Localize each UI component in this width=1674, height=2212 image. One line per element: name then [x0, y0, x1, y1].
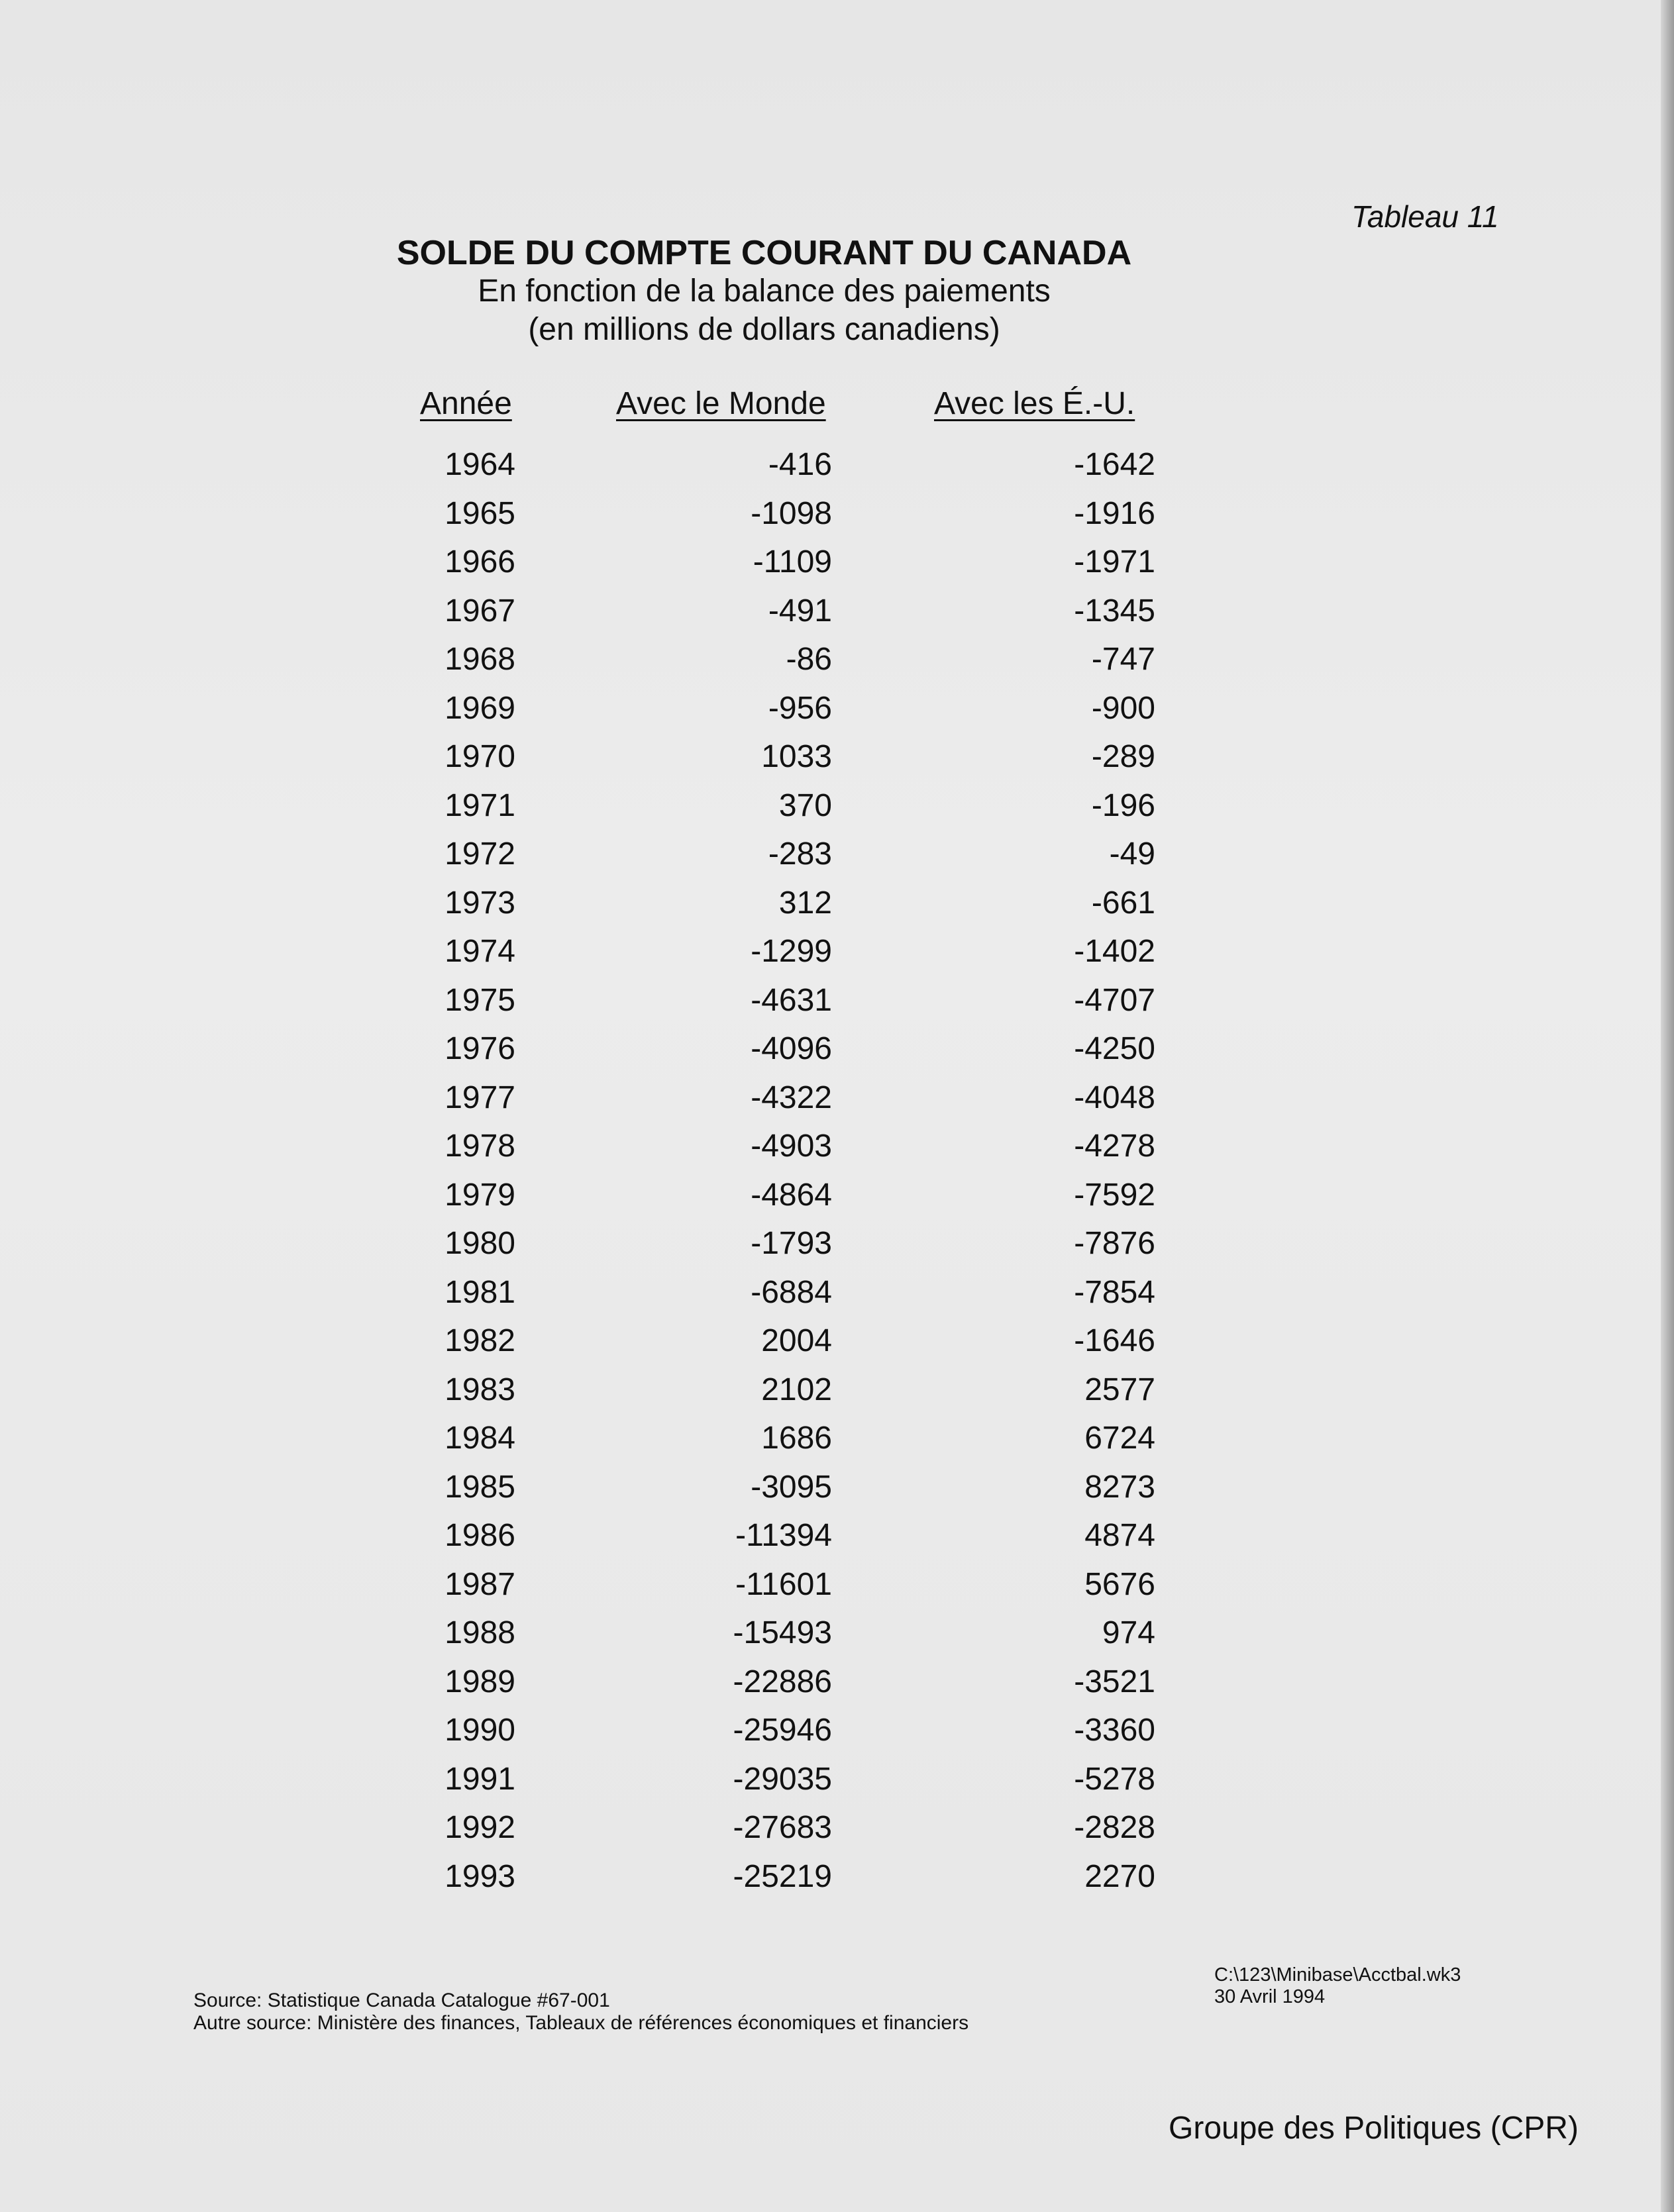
table-row — [397, 1122, 1155, 1171]
table-row — [397, 1560, 1155, 1609]
us-balance-cell: -1642 — [1074, 447, 1155, 482]
table-row — [397, 489, 1155, 538]
us-balance-cell: -289 — [1091, 739, 1155, 774]
table-row — [397, 830, 1155, 879]
world-balance-cell: 1033 — [761, 739, 832, 774]
world-balance-cell: -4322 — [751, 1080, 832, 1115]
us-balance-cell: -4048 — [1074, 1080, 1155, 1115]
unit-note: (en millions de dollars canadiens) — [528, 312, 1000, 347]
table-row — [397, 440, 1155, 489]
us-balance-cell: -3521 — [1074, 1664, 1155, 1699]
world-balance-cell: -11394 — [735, 1518, 832, 1553]
table-row — [397, 1511, 1155, 1560]
year-cell: 1976 — [445, 1031, 515, 1066]
year-cell: 1983 — [445, 1372, 515, 1407]
column-header-world: Avec le Monde — [616, 386, 826, 421]
world-balance-cell: -86 — [786, 642, 832, 677]
source-note — [193, 1989, 968, 2035]
file-path: C:\123\Minibase\Acctbal.wk3 — [1214, 1964, 1461, 1986]
table-row — [397, 635, 1155, 684]
source-line-primary: Source: Statistique Canada Catalogue #67-001 — [193, 1989, 610, 2011]
table-row — [397, 781, 1155, 830]
us-balance-cell: -7592 — [1074, 1177, 1155, 1213]
world-balance-cell: -11601 — [735, 1566, 832, 1602]
us-balance-cell: -1916 — [1074, 495, 1155, 531]
table-row — [397, 1706, 1155, 1755]
world-balance-cell: -1793 — [751, 1226, 832, 1261]
year-cell: 1972 — [445, 836, 515, 872]
year-cell: 1985 — [445, 1469, 515, 1505]
table-row — [397, 976, 1155, 1025]
world-balance-cell: -4096 — [751, 1031, 832, 1066]
us-balance-cell: -4250 — [1074, 1031, 1155, 1066]
table-row — [397, 1268, 1155, 1317]
table-row — [397, 1366, 1155, 1415]
table-row — [397, 879, 1155, 928]
year-cell: 1971 — [445, 787, 515, 823]
us-balance-cell: 8273 — [1084, 1469, 1155, 1505]
us-balance-cell: 974 — [1102, 1615, 1155, 1650]
us-balance-cell: -1345 — [1074, 593, 1155, 628]
us-balance-cell: -4278 — [1074, 1129, 1155, 1164]
table-row — [397, 1609, 1155, 1658]
world-balance-cell: -4903 — [751, 1129, 832, 1164]
year-cell: 1992 — [445, 1810, 515, 1845]
year-cell: 1964 — [445, 447, 515, 482]
us-balance-cell: -4707 — [1074, 982, 1155, 1018]
year-cell: 1977 — [445, 1080, 515, 1115]
table-row — [397, 1171, 1155, 1220]
year-cell: 1980 — [445, 1226, 515, 1261]
current-account-table — [397, 440, 1155, 1901]
source-line-secondary: Autre source: Ministère des finances, Tableaux de références économiques et financiers — [193, 2012, 969, 2034]
year-cell: 1986 — [445, 1518, 515, 1553]
table-row — [397, 1803, 1155, 1852]
table-row — [397, 587, 1155, 636]
us-balance-cell: -5278 — [1074, 1761, 1155, 1797]
table-row — [397, 1755, 1155, 1804]
file-date: 30 Avril 1994 — [1214, 1986, 1326, 2007]
world-balance-cell: -1098 — [751, 495, 832, 531]
us-balance-cell: 2270 — [1084, 1858, 1155, 1894]
us-balance-cell: -196 — [1091, 787, 1155, 823]
document-title: SOLDE DU COMPTE COURANT DU CANADA — [396, 234, 1132, 272]
world-balance-cell: -956 — [768, 690, 832, 726]
document-subtitle: En fonction de la balance des paiements — [478, 274, 1051, 309]
world-balance-cell: -4631 — [751, 982, 832, 1018]
year-cell: 1968 — [445, 642, 515, 677]
table-row — [397, 927, 1155, 976]
table-row — [397, 1074, 1155, 1123]
year-cell: 1993 — [445, 1858, 515, 1894]
table-row — [397, 1414, 1155, 1463]
table-row — [397, 1852, 1155, 1901]
table-body — [397, 440, 1155, 1901]
column-header-us: Avec les É.-U. — [934, 386, 1135, 421]
world-balance-cell: -416 — [768, 447, 832, 482]
world-balance-cell: -1299 — [751, 934, 832, 969]
world-balance-cell: -25219 — [733, 1858, 832, 1894]
footer-group-name: Groupe des Politiques (CPR) — [1169, 2111, 1579, 2146]
us-balance-cell: -2828 — [1074, 1810, 1155, 1845]
year-cell: 1966 — [445, 544, 515, 579]
world-balance-cell: -15493 — [733, 1615, 832, 1650]
table-row — [397, 538, 1155, 587]
world-balance-cell: -1109 — [753, 544, 832, 579]
year-cell: 1989 — [445, 1664, 515, 1699]
table-row — [397, 1317, 1155, 1366]
world-balance-cell: -283 — [768, 836, 832, 872]
year-cell: 1979 — [445, 1177, 515, 1213]
year-cell: 1970 — [445, 739, 515, 774]
us-balance-cell: 5676 — [1084, 1566, 1155, 1602]
world-balance-cell: -6884 — [751, 1274, 832, 1310]
us-balance-cell: 4874 — [1084, 1518, 1155, 1553]
year-cell: 1978 — [445, 1129, 515, 1164]
world-balance-cell: 312 — [778, 885, 832, 921]
world-balance-cell: 370 — [778, 787, 832, 823]
column-header-year: Année — [420, 386, 512, 421]
file-reference — [1214, 1964, 1461, 2008]
year-cell: 1981 — [445, 1274, 515, 1310]
us-balance-cell: -3360 — [1074, 1713, 1155, 1748]
table-row — [397, 1463, 1155, 1512]
table-row — [397, 1025, 1155, 1074]
world-balance-cell: -4864 — [751, 1177, 832, 1213]
table-row — [397, 684, 1155, 733]
world-balance-cell: -25946 — [733, 1713, 832, 1748]
us-balance-cell: 2577 — [1084, 1372, 1155, 1407]
year-cell: 1991 — [445, 1761, 515, 1797]
world-balance-cell: -22886 — [733, 1664, 832, 1699]
year-cell: 1974 — [445, 934, 515, 969]
year-cell: 1984 — [445, 1421, 515, 1456]
world-balance-cell: 2004 — [761, 1323, 832, 1358]
us-balance-cell: -7854 — [1074, 1274, 1155, 1310]
world-balance-cell: -3095 — [751, 1469, 832, 1505]
us-balance-cell: -661 — [1091, 885, 1155, 921]
world-balance-cell: 1686 — [761, 1421, 832, 1456]
us-balance-cell: -1646 — [1074, 1323, 1155, 1358]
world-balance-cell: 2102 — [761, 1372, 832, 1407]
year-cell: 1982 — [445, 1323, 515, 1358]
table-row — [397, 1658, 1155, 1707]
world-balance-cell: -491 — [768, 593, 832, 628]
us-balance-cell: -49 — [1109, 836, 1155, 872]
us-balance-cell: -900 — [1091, 690, 1155, 726]
world-balance-cell: -29035 — [733, 1761, 832, 1797]
year-cell: 1965 — [445, 495, 515, 531]
us-balance-cell: 6724 — [1084, 1421, 1155, 1456]
us-balance-cell: -7876 — [1074, 1226, 1155, 1261]
table-number-label: Tableau 11 — [1351, 199, 1499, 234]
us-balance-cell: -747 — [1091, 642, 1155, 677]
year-cell: 1969 — [445, 690, 515, 726]
us-balance-cell: -1402 — [1074, 934, 1155, 969]
year-cell: 1988 — [445, 1615, 515, 1650]
table-row — [397, 732, 1155, 781]
world-balance-cell: -27683 — [733, 1810, 832, 1845]
table-row — [397, 1219, 1155, 1268]
year-cell: 1990 — [445, 1713, 515, 1748]
year-cell: 1975 — [445, 982, 515, 1018]
year-cell: 1973 — [445, 885, 515, 921]
us-balance-cell: -1971 — [1074, 544, 1155, 579]
year-cell: 1987 — [445, 1566, 515, 1602]
year-cell: 1967 — [445, 593, 515, 628]
